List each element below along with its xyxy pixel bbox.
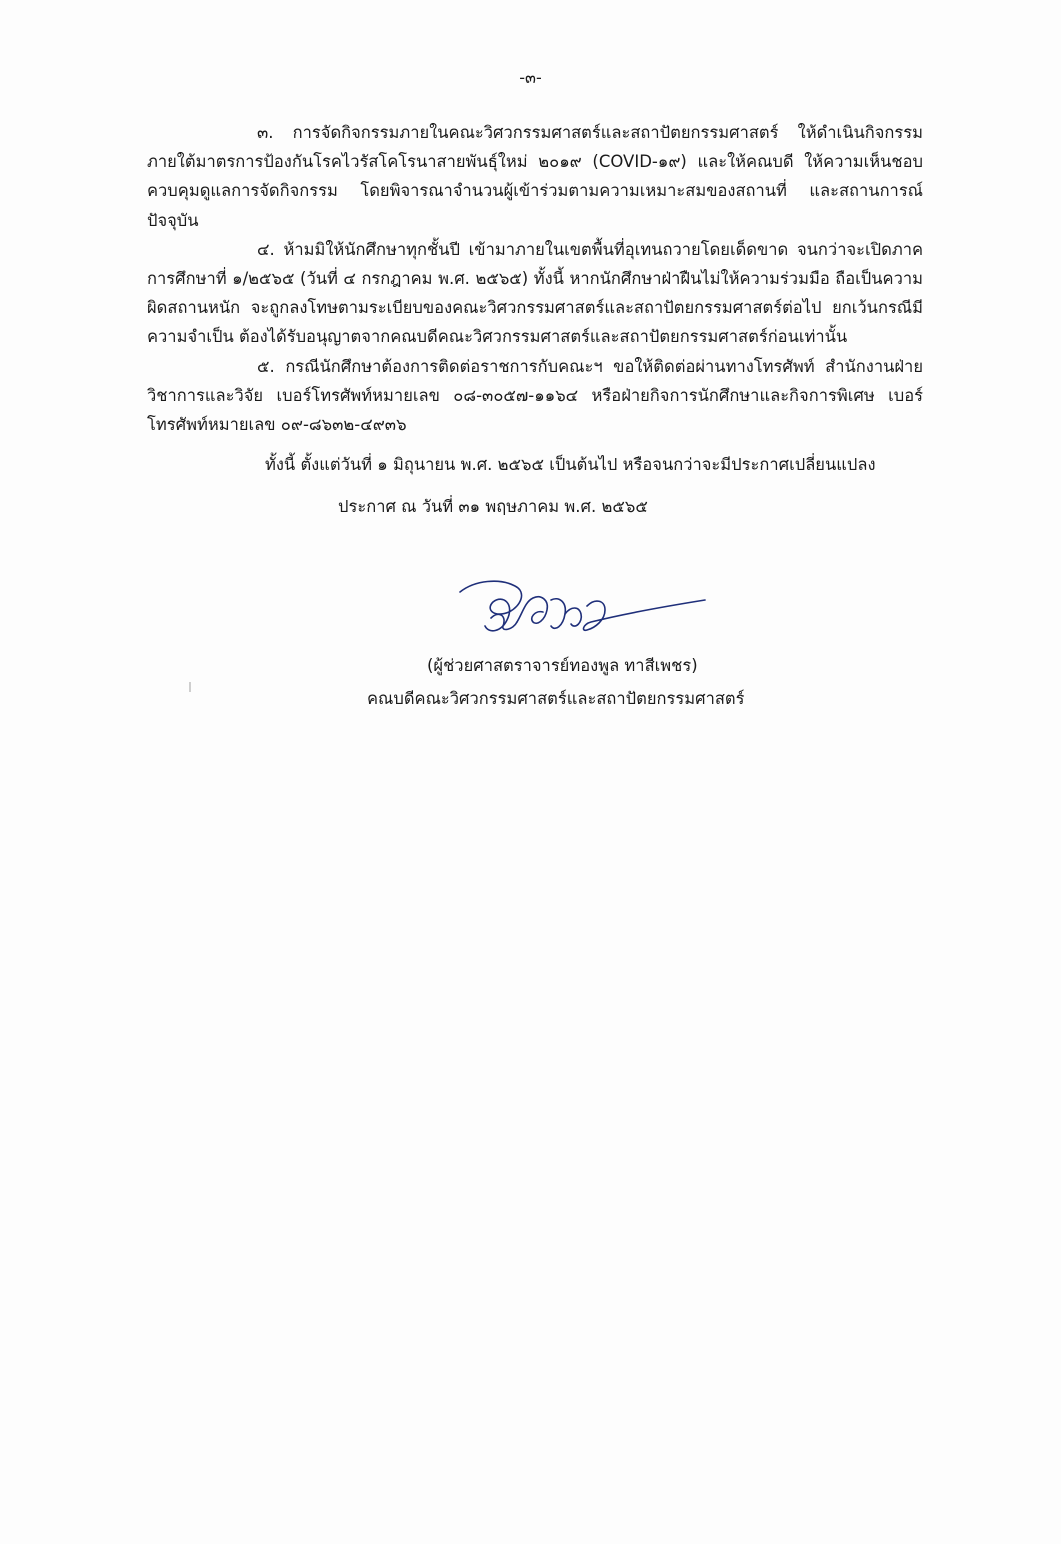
signer-name: (ผู้ช่วยศาสตราจารย์ทองพูล ทาสีเพชร) [427, 656, 698, 675]
page-number: -๓- [519, 68, 542, 87]
announcement-body [147, 118, 923, 439]
announcement-date: ประกาศ ณ วันที่ ๓๑ พฤษภาคม พ.ศ. ๒๕๖๕ [338, 497, 648, 516]
signer-title: คณบดีคณะวิศวกรรมศาสตร์และสถาปัตยกรรมศาสตร์ [367, 689, 745, 708]
scan-speck [189, 682, 191, 692]
clause-4: ๔. ห้ามมิให้นักศึกษาทุกชั้นปี เข้ามาภายในเขตพื้นที่อุเทนถวายโดยเด็ดขาด จนกว่าจะเปิดภาคการศึกษาที่ ๑/๒๕๖๕ (วันที่ ๔ กรกฎาคม พ.ศ. ๒๕๖๕) ทั้งนี้ หากนักศึกษาฝ่าฝืนไม่ให้ความร่วมมือ ถือเป็นความผิดสถานหนัก จะถูกลงโทษตามระเบียบของคณะวิศวกรรมศาสตร์และสถาปัตยกรรมศาสตร์ต่อไป ยกเว้นกรณีมีความจำเป็น ต้องได้รับอนุญาตจากคณบดีคณะวิศวกรรมศาสตร์และสถาปัตยกรรมศาสตร์ก่อนเท่านั้น [147, 239, 923, 347]
clause-3: ๓. การจัดกิจกรรมภายในคณะวิศวกรรมศาสตร์และสถาปัตยกรรมศาสตร์ ให้ดำเนินกิจกรรมภายใต้มาตรการป้องกันโรคไวรัสโคโรนาสายพันธุ์ใหม่ ๒๐๑๙ (COVID-๑๙) และให้คณบดี ให้ความเห็นชอบ ควบคุมดูแลการจัดกิจกรรม โดยพิจารณาจำนวนผู้เข้าร่วมตามความเหมาะสมของสถานที่ และสถานการณ์ปัจจุบัน [147, 123, 923, 230]
clause-5: ๕. กรณีนักศึกษาต้องการติดต่อราชการกับคณะฯ ขอให้ติดต่อผ่านทางโทรศัพท์ สำนักงานฝ่ายวิชาการและวิจัย เบอร์โทรศัพท์หมายเลข ๐๘-๓๐๕๗-๑๑๖๔ หรือฝ่ายกิจการนักศึกษาและกิจการพิเศษ เบอร์โทรศัพท์หมายเลข ๐๙-๘๖๓๒-๔๙๓๖ [147, 356, 923, 435]
handwritten-signature [455, 572, 715, 652]
effective-date-statement: ทั้งนี้ ตั้งแต่วันที่ ๑ มิถุนายน พ.ศ. ๒๕๖๕ เป็นต้นไป หรือจนกว่าจะมีประกาศเปลี่ยนแปลง [265, 455, 876, 474]
